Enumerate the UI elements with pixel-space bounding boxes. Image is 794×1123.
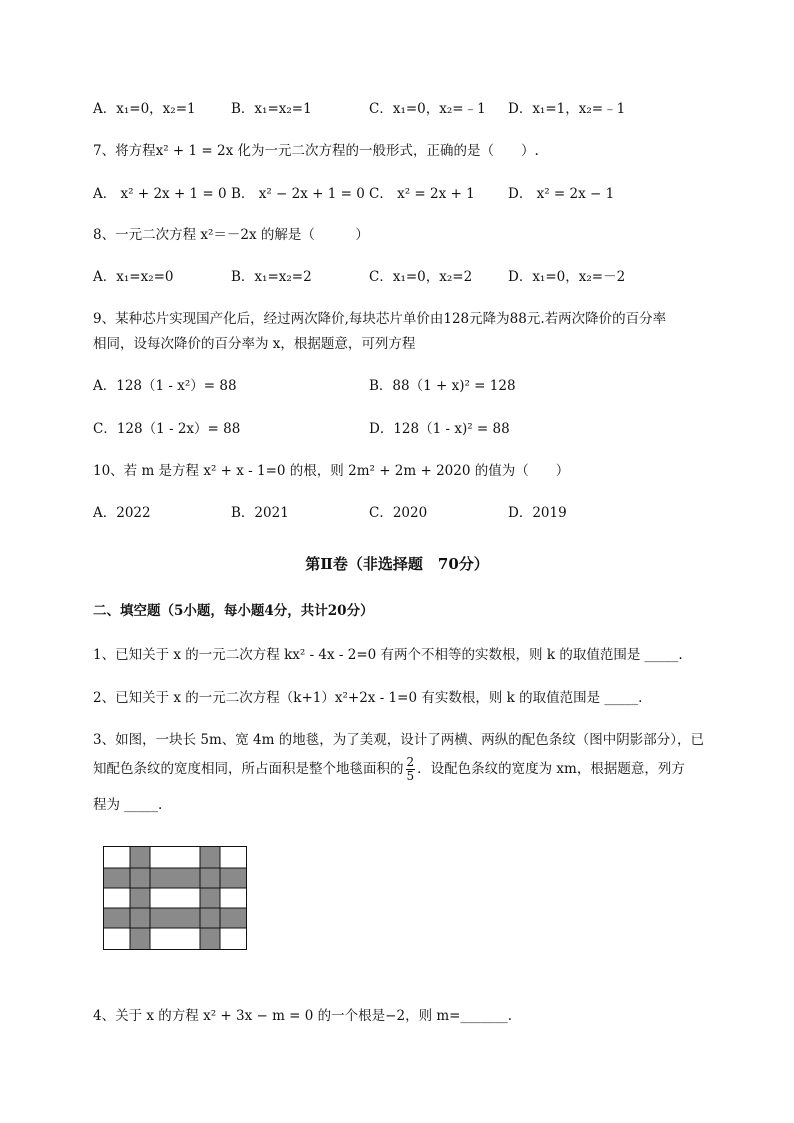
q6-option-c: C．x₁=0，x₂=﹣1 (369, 101, 486, 117)
horizontal-stripe-2 (104, 908, 247, 928)
q10-stem: 10、若 m 是方程 x² + x - 1=0 的根，则 2m² + 2m + 2020 的值为（ ） (93, 463, 570, 479)
q7-option-a: A． x² + 2x + 1 = 0 (93, 186, 227, 202)
fill-question-3-line1: 3、如图，一块长 5m、宽 4m 的地毯，为了美观，设计了两横、两纵的配色条纹（图中阴影部分），已 (93, 732, 704, 748)
q6-option-d: D．x₁=1，x₂=﹣1 (508, 101, 626, 117)
q7-stem: 7、将方程x² + 1 = 2x 化为一元二次方程的一般形式，正确的是（ ）. (93, 143, 539, 159)
section-title: 第Ⅱ卷（非选择题 70分） (305, 555, 489, 573)
q9-stem-line1: 9、某种芯片实现国产化后，经过两次降价,每块芯片单价由128元降为88元.若两次降价的百分率 (93, 311, 667, 327)
horizontal-stripe-1 (104, 868, 247, 888)
vertical-stripe-2 (200, 847, 220, 950)
q8-option-a: A．x₁=x₂=0 (93, 269, 174, 285)
fill-question-3-line3: 程为 _____. (93, 797, 163, 813)
carpet-outline (104, 847, 247, 950)
q10-option-a: A．2022 (93, 505, 151, 521)
fill-question-3-text-before: 知配色条纹的宽度相同，所占面积是整个地毯面积的 (93, 761, 404, 777)
q10-option-b: B．2021 (231, 505, 289, 521)
q7-option-c: C． x² = 2x + 1 (369, 186, 475, 202)
q9-option-a: A．128（1 - x²）= 88 (93, 378, 237, 394)
q6-option-b: B．x₁=x₂=1 (231, 101, 312, 117)
fill-question-2: 2、已知关于 x 的一元二次方程（k+1）x²+2x - 1=0 有实数根，则 k 的取值范围是 _____. (93, 690, 643, 706)
q9-option-c: C．128（1 - 2x）= 88 (93, 421, 241, 437)
q8-option-c: C．x₁=0，x₂=2 (369, 269, 473, 285)
q8-option-d: D．x₁=0，x₂=－2 (508, 269, 626, 285)
part-title: 二、填空题（5小题，每小题4分，共计20分） (93, 603, 374, 619)
q9-stem-line2: 相同，设每次降价的百分率为 x，根据题意，可列方程 (93, 336, 416, 352)
fill-question-1: 1、已知关于 x 的一元二次方程 kx² - 4x - 2=0 有两个不相等的实数根，则 k 的取值范围是 _____. (93, 647, 683, 663)
q7-option-b: B． x² − 2x + 1 = 0 (231, 186, 365, 202)
q8-stem: 8、一元二次方程 x²＝－2x 的解是（ ） (93, 227, 369, 243)
carpet-figure (103, 846, 247, 950)
q6-option-a: A．x₁=0，x₂=1 (93, 101, 196, 117)
q10-option-c: C．2020 (369, 505, 428, 521)
fill-question-3-text-after: ．设配色条纹的宽度为 xm，根据题意，列方 (417, 761, 685, 777)
q9-option-d: D．128（1 - x)² = 88 (369, 421, 510, 437)
fill-question-4: 4、关于 x 的方程 x² + 3x − m = 0 的一个根是−2，则 m=_______. (93, 1008, 513, 1024)
fraction-two-fifths: $\frac{2}{5}$ (406, 755, 415, 783)
q10-option-d: D．2019 (508, 505, 567, 521)
vertical-stripe-1 (130, 847, 150, 950)
q7-option-d: D． x² = 2x − 1 (508, 186, 615, 202)
fill-question-3-line2 (93, 756, 685, 783)
q9-option-b: B．88（1 + x)² = 128 (369, 378, 516, 394)
q8-option-b: B．x₁=x₂=2 (231, 269, 312, 285)
